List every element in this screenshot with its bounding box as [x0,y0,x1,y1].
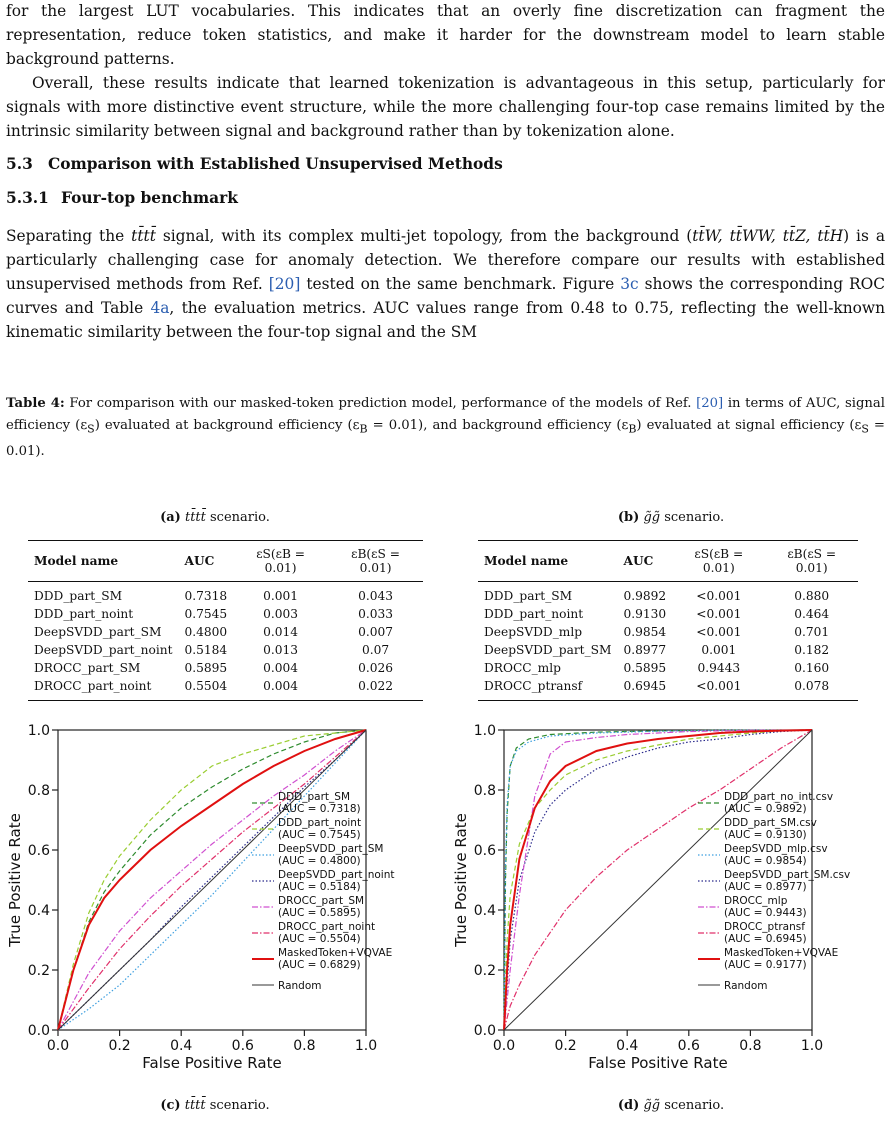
y-tick-label: 0.4 [27,903,50,919]
legend-auc-label: (AUC = 0.6945) [724,933,807,945]
table-cell: 0.7545 [184,607,228,621]
table-a [28,540,423,701]
table-b-header: εS(εB = 0.01) [672,541,765,582]
table-row [28,641,423,659]
table-cell: 0.043 [358,589,393,603]
table-cell: DROCC_part_SM [34,661,141,675]
y-axis-label: True Positive Rate [6,813,24,947]
y-tick-label: 0.0 [473,1023,496,1039]
paragraph-1: for the largest LUT vocabularies. This indicates that an overly fine discretization can fragment the representation, reduce token statistics, and make it harder for the downstream model to learn stable background patterns. [6,2,885,68]
legend-auc-label: (AUC = 0.7318) [278,803,361,815]
y-tick-label: 0.2 [473,963,496,979]
table-cell: <0.001 [696,607,742,621]
table-cell: DROCC_mlp [484,661,561,675]
table-row [478,641,858,659]
table-cell: 0.004 [263,661,299,675]
figure-c-label: (c) [160,1098,181,1113]
table-cell: 0.033 [358,607,393,621]
x-tick-label: 0.4 [616,1038,639,1054]
table-cell: 0.6945 [618,677,673,701]
legend-auc-label: (AUC = 0.9443) [724,907,807,919]
figure-d-caption-text: scenario. [660,1098,725,1113]
legend-label: DDD_part_noint [278,817,362,829]
table-cell: 0.7318 [184,589,228,603]
caption-text-b: in terms of AUC, signal efficiency (ε [6,396,886,433]
caption-text-d: = 0.01), and background efficiency (ε [367,418,629,433]
p3-text-e: shows the corresponding ROC curves and Table [6,275,885,317]
x-tick-label: 0.2 [554,1038,577,1054]
table-b-caption [556,510,786,525]
legend-label: DROCC_mlp [724,895,788,907]
legend-label: Random [278,980,322,992]
table-b [478,540,858,701]
legend-label: DeepSVDD_part_noint [278,869,395,881]
subsection-number: 5.3.1 [6,189,49,207]
table-b-header-row [478,541,858,582]
table-cell: 0.160 [794,661,830,675]
y-tick-label: 0.0 [27,1023,50,1039]
section-heading [6,155,503,173]
table-cell: 0.5184 [184,643,228,657]
table-cell: 0.001 [263,589,299,603]
legend-label: DDD_part_SM.csv [724,817,817,829]
table-caption: Table 4: For comparison with our masked-token prediction model, performance of the models of Ref. [20] in terms of AUC, signal efficiency $(\varepsilon_S)$ evaluated at background efficiency $(\varepsilon_B = 0.01)$, and background efficiency $(\varepsilon_B)$ evaluated at signal efficiency $(\varepsilon_S = 0.01)$. [6,396,886,459]
table-cell: 0.07 [361,643,390,657]
legend-auc-label: (AUC = 0.7545) [278,829,361,841]
x-tick-label: 0.0 [46,1038,70,1054]
x-tick-label: 1.0 [800,1038,824,1054]
x-tick-label: 0.0 [492,1038,516,1054]
caption-text-a: For comparison with our masked-token prediction model, performance of the models of Ref. [64,396,697,411]
caption-text-f: = 0.01). [6,418,885,459]
legend-auc-label: (AUC = 0.5504) [278,933,361,945]
legend-label: DDD_part_no_int.csv [724,791,834,803]
legend-auc-label: (AUC = 0.6829) [278,959,361,971]
legend-label: DeepSVDD_part_SM [278,843,384,855]
x-tick-label: 0.4 [170,1038,193,1054]
table-cell: DROCC_ptransf [478,677,618,701]
table-a-caption [100,510,330,525]
table-cell: <0.001 [696,589,742,603]
table-cell: 0.4800 [184,625,228,639]
table-cell: DeepSVDD_mlp [484,625,583,639]
table-cell: DDD_part_noint [34,607,134,621]
roc-chart-tttt [0,710,440,1090]
table-b-header: εB(εS = 0.01) [765,541,858,582]
legend-label: DeepSVDD_part_SM.csv [724,869,851,881]
table-cell: 0.007 [358,625,393,639]
table-cell: 0.014 [263,625,299,639]
table-row [28,677,423,701]
table-cell: DeepSVDD_part_SM [484,643,612,657]
caption-label: Table 4: [6,396,65,411]
subsection-title: Four-top benchmark [61,189,238,207]
table-row [478,582,858,606]
table-cell: 0.5895 [623,661,667,675]
paragraph-2: Overall, these results indicate that learned tokenization is advantageous in this setup, particularly for signals with more distinctive event structure, while the more challenging four-top case remains limited by the intrinsic similarity between signal and background rather than by tokenization alone. [6,74,885,140]
table-cell: 0.464 [794,607,830,621]
caption-ref-20-link[interactable]: [20] [696,396,724,411]
legend-auc-label: (AUC = 0.4800) [278,855,361,867]
x-axis-label: False Positive Rate [142,1054,282,1072]
table-cell: <0.001 [696,625,742,639]
table-cell: 0.5895 [184,661,228,675]
p3-text-b: signal, with its complex multi-jet topology, from the background ( [155,227,693,245]
table-cell: 0.9854 [623,625,667,639]
x-tick-label: 0.6 [231,1038,254,1054]
table-cell: 0.004 [233,677,328,701]
table-b-header: AUC [618,541,673,582]
table-cell: 0.9130 [623,607,667,621]
roc-chart-gg [446,710,886,1090]
legend-label: DROCC_part_noint [278,921,376,933]
table-4a-link[interactable]: 4a [150,299,170,317]
table-cell: 0.003 [263,607,299,621]
ref-20-link[interactable]: [20] [268,275,301,293]
table-cell: DROCC_part_noint [28,677,179,701]
table-row [478,605,858,623]
subsection-heading [6,189,238,207]
table-a-header: Model name [28,541,179,582]
table-a-header: εB(εS = 0.01) [328,541,423,582]
legend-label: DROCC_part_SM [278,895,365,907]
table-row [478,623,858,641]
y-tick-label: 1.0 [27,723,50,739]
legend-auc-label: (AUC = 0.8977) [724,881,807,893]
x-tick-label: 0.6 [677,1038,700,1054]
table-b-header: Model name [478,541,618,582]
legend-auc-label: (AUC = 0.9854) [724,855,807,867]
legend-label: MaskedToken+VQVAE [278,947,393,959]
x-tick-label: 0.8 [293,1038,316,1054]
table-cell: 0.022 [328,677,423,701]
x-tick-label: 0.2 [108,1038,131,1054]
p3-text-a: Separating the [6,227,132,245]
table-b-caption-text: scenario. [660,510,725,525]
p3-text-d: tested on the same benchmark. Figure [300,275,621,293]
table-row [28,623,423,641]
figure-d-caption [556,1098,786,1113]
table-cell: 0.9892 [623,589,667,603]
table-row [478,659,858,677]
table-cell: 0.9443 [697,661,741,675]
legend-label: DROCC_ptransf [724,921,805,933]
y-tick-label: 0.8 [27,783,50,799]
table-row [28,659,423,677]
table-cell: 0.001 [701,643,737,657]
table-cell: 0.013 [263,643,299,657]
fig-3c-link[interactable]: 3c [620,275,639,293]
math-tttt: tt̄tt̄ [131,227,156,245]
paragraph-3 [6,224,885,344]
table-cell: DeepSVDD_part_noint [34,643,173,657]
legend-auc-label: (AUC = 0.5895) [278,907,361,919]
figure-d-math: g̃g̃ [643,1098,661,1113]
section-title: Comparison with Established Unsupervised Methods [48,155,503,173]
figure-c-math: tt̄tt̄ [184,1098,206,1113]
figure-d-label: (d) [617,1098,640,1113]
table-a-header: AUC [179,541,234,582]
x-tick-label: 1.0 [354,1038,378,1054]
figure-c-caption-text: scenario. [205,1098,270,1113]
y-tick-label: 0.6 [473,843,496,859]
figure-c-caption [100,1098,330,1113]
x-axis-label: False Positive Rate [588,1054,728,1072]
table-cell: 0.026 [358,661,393,675]
table-a-label: (a) [160,510,181,525]
table-cell: 0.078 [765,677,858,701]
table-a-header: εS(εB = 0.01) [233,541,328,582]
table-cell: DeepSVDD_part_SM [34,625,162,639]
table-a-header-row [28,541,423,582]
caption-text-e: ) evaluated at signal efficiency (ε [636,418,862,433]
y-tick-label: 0.6 [27,843,50,859]
table-b-math: g̃g̃ [643,510,661,525]
table-cell: 0.8977 [623,643,667,657]
x-tick-label: 0.8 [739,1038,762,1054]
table-cell: 0.182 [794,643,830,657]
table-row [28,605,423,623]
legend-auc-label: (AUC = 0.9177) [724,959,807,971]
legend-label: DeepSVDD_mlp.csv [724,843,828,855]
table-cell: DDD_part_SM [484,589,573,603]
table-row [478,677,858,701]
legend-label: DDD_part_SM [278,791,351,803]
caption-text-c: ) evaluated at background efficiency (ε [94,418,360,433]
table-b-label: (b) [617,510,640,525]
section-number: 5.3 [6,155,33,173]
y-tick-label: 0.2 [27,963,50,979]
table-cell: 0.5504 [179,677,234,701]
y-tick-label: 0.4 [473,903,496,919]
table-cell: DDD_part_SM [34,589,123,603]
table-cell: 0.701 [794,625,830,639]
table-cell: DDD_part_noint [484,607,584,621]
p3-text-c: ) is a particularly challenging case for anomaly detection. We therefore compare our results with established unsupervised methods from Ref. [6,227,885,293]
legend-label: MaskedToken+VQVAE [724,947,839,959]
math-background: tt̄W, tt̄WW, tt̄Z, tt̄H [692,227,844,245]
table-a-math: tt̄tt̄ [184,510,206,525]
legend-auc-label: (AUC = 0.9892) [724,803,807,815]
legend-label: Random [724,980,768,992]
table-cell: <0.001 [672,677,765,701]
y-tick-label: 1.0 [473,723,496,739]
legend-auc-label: (AUC = 0.5184) [278,881,361,893]
y-tick-label: 0.8 [473,783,496,799]
table-a-caption-text: scenario. [205,510,270,525]
y-axis-label: True Positive Rate [452,813,470,947]
table-row [28,582,423,606]
table-cell: 0.880 [794,589,830,603]
legend-auc-label: (AUC = 0.9130) [724,829,807,841]
p3-text-f: , the evaluation metrics. AUC values range from 0.48 to 0.75, reflecting the well-known kinematic similarity between the four-top signal and the SM [6,299,885,341]
